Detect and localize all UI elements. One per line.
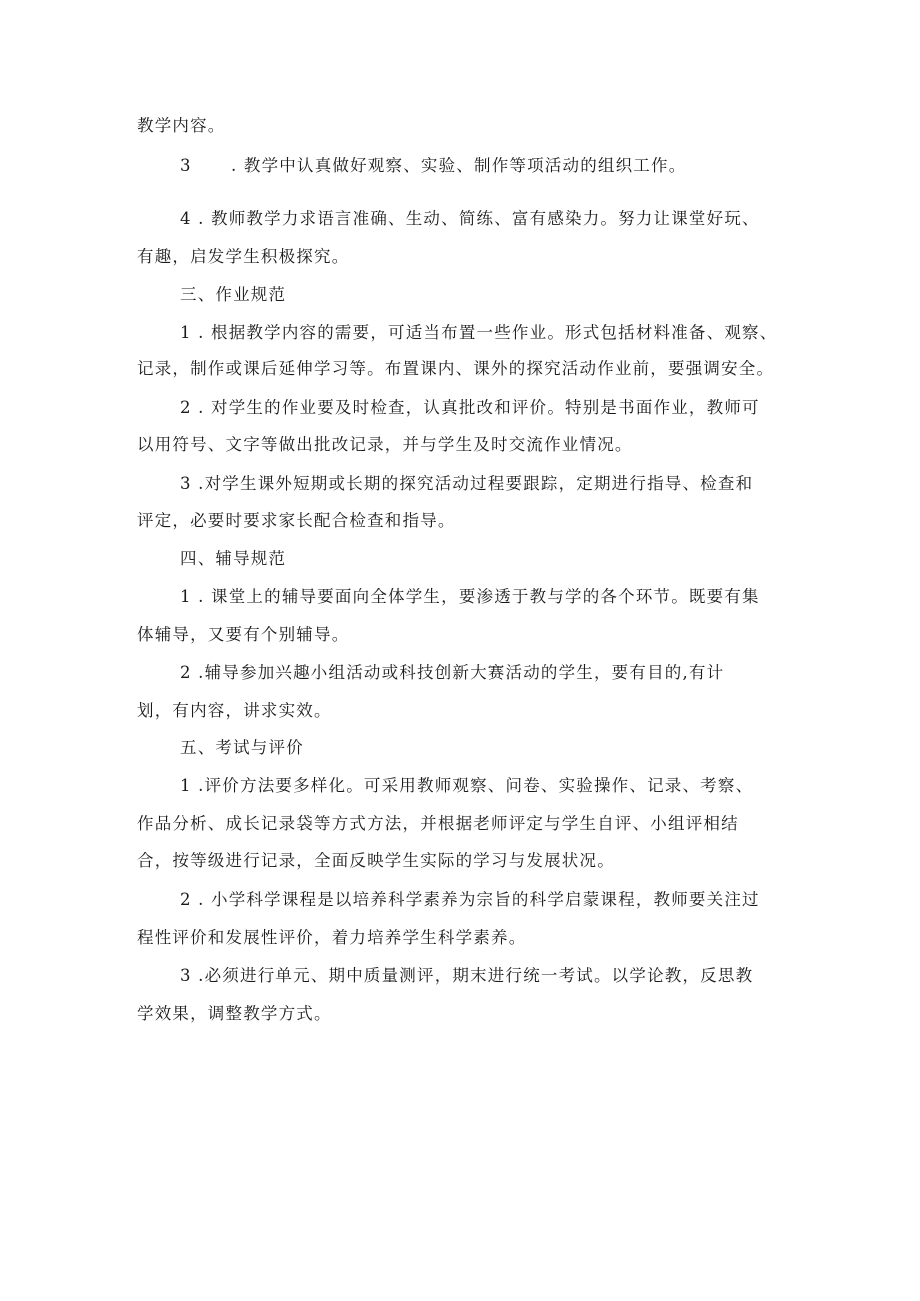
paragraph-line: 评定，必要时要求家长配合检查和指导。 [137,511,456,530]
paragraph-line: 1 . 课堂上的辅导要面向全体学生，要渗透于教与学的各个环节。既要有集 [180,587,760,606]
paragraph-line: 2 . 小学科学课程是以培养科学素养为宗旨的科学启蒙课程，教师要关注过 [180,890,760,909]
paragraph-line: 划，有内容，讲求实效。 [137,701,332,720]
paragraph-line: 教学内容。 [137,116,226,135]
paragraph-line: 体辅导，又要有个别辅导。 [137,625,350,644]
paragraph-line: 4 . 教师教学力求语言准确、生动、简练、富有感染力。努力让课堂好玩、 [180,209,760,228]
paragraph-line: 3 .对学生课外短期或长期的探究活动过程要跟踪，定期进行指导、检查和 [180,474,754,493]
section-heading: 三、作业规范 [180,285,287,304]
paragraph-line: 以用符号、文字等做出批改记录，并与学生及时交流作业情况。 [137,435,633,454]
paragraph-line: 学效果，调整教学方式。 [137,1004,332,1023]
paragraph-line: 程性评价和发展性评价，着力培养学生科学素养。 [137,928,527,947]
paragraph-line: 3 .必须进行单元、期中质量测评，期末进行统一考试。以学论教，反思教 [180,966,754,985]
paragraph-line: 2 .辅导参加兴趣小组活动或科技创新大赛活动的学生，要有目的,有计 [180,663,725,682]
paragraph-line: 记录，制作或课后延伸学习等。布置课内、课外的探究活动作业前，要强调安全。 [137,359,775,378]
paragraph-line: . 教学中认真做好观察、实验、制作等项活动的组织工作。 [231,156,687,175]
list-number: 3 [180,156,192,175]
section-heading: 五、考试与评价 [180,738,304,757]
paragraph-line: 合，按等级进行记录，全面反映学生实际的学习与发展状况。 [137,851,615,870]
paragraph-line: 1 . 根据教学内容的需要，可适当布置一些作业。形式包括材料准备、观察、 [180,323,778,342]
paragraph-line: 作品分析、成长记录袋等方式方法，并根据老师评定与学生自评、小组评相结 [137,814,739,833]
section-heading: 四、辅导规范 [180,549,287,568]
paragraph-line: 有趣，启发学生积极探究。 [137,247,350,266]
paragraph-line: 2 . 对学生的作业要及时检查，认真批改和评价。特别是书面作业，教师可 [180,398,760,417]
paragraph-line: 1 .评价方法要多样化。可采用教师观察、问卷、实验操作、记录、考察、 [180,776,754,795]
